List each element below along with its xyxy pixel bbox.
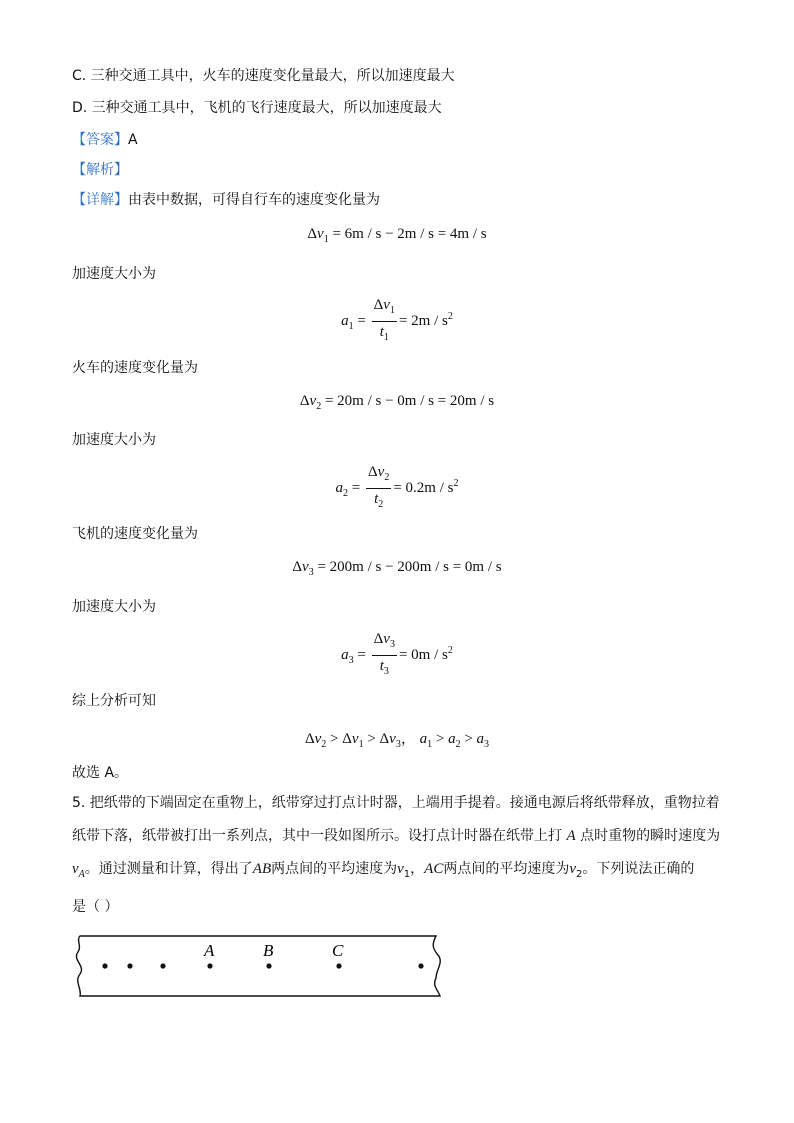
choose-text: 故选 A。 [72, 765, 129, 781]
tape-dot-b [266, 963, 271, 968]
q5-line-3-a: 。通过测量和计算，得出了 [84, 861, 253, 877]
eq3-rhs: = 20m / s − 0m / s = 20m / s [324, 393, 495, 409]
equation-delta-v2: $\Delta v_2 = 20m / s - 0m / s = 20m / s$ [299, 393, 495, 412]
detail-label: 【详解】 [72, 192, 128, 208]
q5-line-1: 5. 把纸带的下端固定在重物上，纸带穿过打点计时器，上端用手提着。接通电源后将纸带释放，重物拉着 [72, 795, 720, 811]
equation-delta-v3: $\Delta v_3 = 200m / s - 200m / s = 0m / s$ [292, 559, 502, 578]
detail-text: 由表中数据，可得自行车的速度变化量为 [128, 192, 380, 208]
answer-label: 【答案】 [72, 132, 128, 148]
eq4-rhs: = 0.2m / s [393, 479, 454, 496]
tape-dots [102, 963, 423, 968]
q5-line-4: 是（ ） [72, 899, 119, 915]
train-text: 火车的速度变化量为 [72, 360, 198, 376]
q5-line-3-d: 两点间的平均速度为 [443, 861, 570, 877]
tape-dot [127, 963, 132, 968]
q5-line-3-b: 两点间的平均速度为 [271, 861, 398, 877]
option-c: C. 三种交通工具中，火车的速度变化量最大，所以加速度最大 [72, 68, 455, 84]
eq6-rhs: = 0m / s [398, 646, 448, 663]
question-5 [72, 787, 724, 924]
accel-text-2: 加速度大小为 [72, 432, 156, 448]
eq2-rhs: = 2m / s [398, 312, 448, 329]
answer-line [72, 130, 138, 150]
equation-a1: $a_1$ = $\frac{\Delta v_1}{t_1}$ = $2m / s^2$ [341, 297, 453, 343]
q5-line-2: 纸带下落，纸带被打出一系列点，其中一段如图所示。设打点计时器在纸带上打 A 点时重物的瞬时速度为 [72, 828, 721, 844]
q5-line-2-tail: 点时重物的瞬时速度为 [580, 828, 721, 844]
tape-label-b: B [263, 941, 274, 960]
equation-delta-v1: $\Delta v_1 = 6m / s - 2m / s = 4m / s$ [307, 226, 487, 245]
plane-text: 飞机的速度变化量为 [72, 526, 198, 542]
tape-dot [418, 963, 423, 968]
q5-line-2-text: 纸带下落，纸带被打出一系列点，其中一段如图所示。设打点计时器在纸带上打 [72, 828, 562, 844]
accel-text-3: 加速度大小为 [72, 599, 156, 615]
detail-line [72, 190, 380, 210]
answer-value: A [128, 132, 138, 148]
equation-a3: $a_3$ = $\frac{\Delta v_3}{t_3}$ = $0m / s^2$ [341, 631, 453, 677]
analysis-label: 【解析】 [72, 162, 128, 178]
option-d: D. 三种交通工具中，飞机的飞行速度最大，所以加速度最大 [72, 100, 442, 116]
paper-tape-figure [0, 930, 794, 1010]
tape-dot-c [336, 963, 341, 968]
summary-text: 综上分析可知 [72, 693, 156, 709]
q5-line-3: $v_A$。通过测量和计算，得出了AB两点间的平均速度为$v_1$，AC两点间的平均速度为$v_2$。下列说法正确的 [72, 861, 695, 880]
equation-a2: $a_2$ = $\frac{\Delta v_2}{t_2}$ = $0.2m / s^2$ [335, 464, 459, 510]
eq5-rhs: = 200m / s − 200m / s = 0m / s [317, 559, 502, 575]
q5-line-3-e: 。下列说法正确的 [582, 861, 695, 877]
tape-dot-a [207, 963, 212, 968]
q5-line-3-c: ， [410, 861, 425, 877]
tape-dot [160, 963, 165, 968]
accel-text-1: 加速度大小为 [72, 266, 156, 282]
tape-label-c: C [332, 941, 344, 960]
tape-dot [102, 963, 107, 968]
equation-comparison: $\Delta v_2 > \Delta v_1 > \Delta v_3$， $a_1 > a_2 > a_3$ [304, 731, 490, 750]
tape-label-a: A [204, 941, 215, 960]
eq1-rhs: = 6m / s − 2m / s = 4m / s [332, 226, 487, 242]
